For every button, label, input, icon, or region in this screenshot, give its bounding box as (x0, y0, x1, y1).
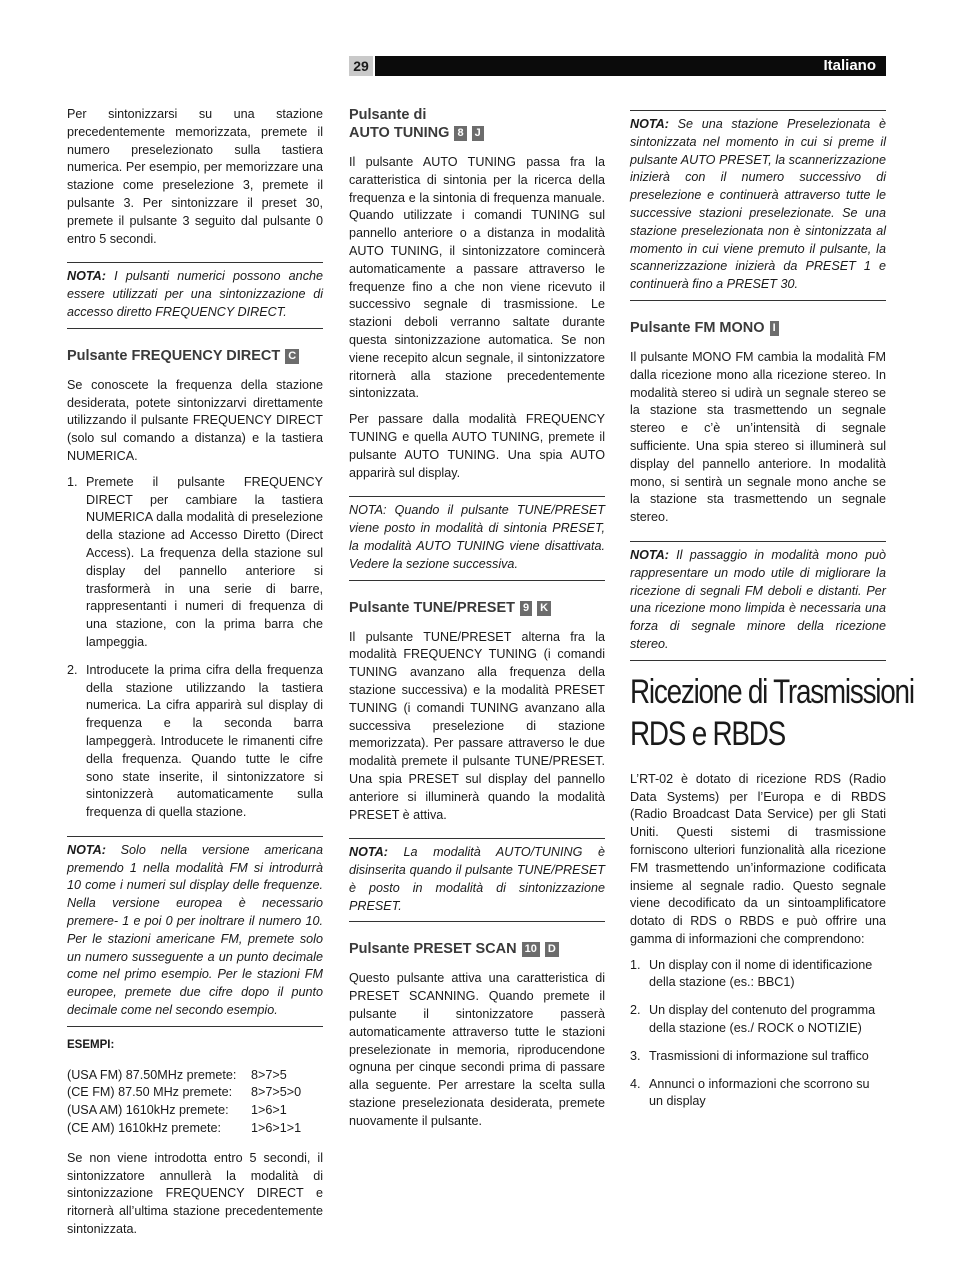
fm-mono-paragraph: Il pulsante MONO FM cambia la modalità FM dalla ricezione mono alla ricezione stereo. In modalità stereo si udirà un segnale stereo se la stazione sta trasmettendo un segnale stereo e c’è un’intensità di segnale sufficiente. Una spia stereo si illuminerà sul display del pannello anteriore. In modalità mono, si sentirà un segnale mono anche se la stazione sta trasmettendo un segnale stereo. (630, 349, 886, 525)
list-number: 2. (630, 1003, 641, 1018)
list-item (630, 1076, 886, 1112)
list-text: Introducete la prima cifra della frequenza della stazione utilizzando la tastiera numerica. La cifra apparirà sul display di frequenza e la seconda barra lampeggerà. Introducete le rimanenti cifre della frequenza. Quando tutte le cifre sono state inserite, il sintonizzatore si sintonizzerà automaticamente sulla frequenza di quella stazione. (86, 662, 323, 820)
page-number: 29 (349, 56, 373, 76)
note-text: NOTA: Quando il pulsante TUNE/PRESET viene posto in modalità di sintonia PRESET, la modalità AUTO TUNING viene disattivata. Vedere la sezione successiva. (349, 503, 605, 571)
note-tune-preset (349, 496, 605, 580)
list-number: 2. (67, 662, 78, 677)
key-badge: D (545, 942, 559, 957)
list-text: Premete il pulsante FREQUENCY DIRECT per cambiare la tastiera NUMERICA dalla modalità di preselezione della stazione ad Accesso Diretto (Direct Access). La frequenza della stazione sul display del pannello anteriore si trasformerà in una serie di barre, rappresentanti i numeri di frequenza di una stazione, con la prima barra che lampeggia. (86, 474, 323, 649)
list-item (630, 1048, 886, 1066)
examples-list (67, 1067, 323, 1138)
language-header: Italiano (375, 56, 886, 76)
heading-line: Pulsante di (349, 107, 427, 123)
example-row (67, 1102, 323, 1120)
column-3 (630, 106, 914, 1121)
note-label: NOTA: (67, 842, 106, 857)
heading-line: AUTO TUNING (349, 125, 450, 141)
example-keys: 8>7>5 (251, 1067, 287, 1082)
note-text: I pulsanti numerici possono anche essere utilizzati per una sintonizzazione di accesso diretto FREQUENCY DIRECT. (67, 269, 323, 319)
key-badge: J (472, 126, 484, 141)
timeout-paragraph: Se non viene introdotta entro 5 secondi, il sintonizzatore annullerà la modalità di sintonizzazione FREQUENCY DIRECT e ritornerà all’ultima stazione precedentemente sintonizzata. (67, 1150, 323, 1237)
list-item (630, 1002, 886, 1038)
auto-tuning-switch-paragraph: Per passare dalla modalità FREQUENCY TUNING e quella AUTO TUNING, premete il pulsante AUTO TUNING. Una spia AUTO apparirà sul display. (349, 412, 605, 480)
section-title-rds (630, 671, 914, 755)
key-badge: C (285, 349, 299, 364)
key-badge: K (537, 601, 551, 616)
note-preset-scan (630, 110, 886, 301)
key-badge: 10 (522, 942, 540, 957)
key-badge: I (770, 321, 779, 336)
frequency-direct-paragraph: Se conoscete la frequenza della stazione desiderata, potete sintonizzarvi direttamente utilizzando il pulsante FREQUENCY DIRECT (solo sul comando a distanza) e la tastiera NUMERICA. (67, 377, 323, 463)
heading-text: Pulsante FM MONO (630, 319, 765, 336)
title-line: RDS e RBDS (630, 714, 786, 753)
preset-scan-paragraph: Questo pulsante attiva una caratteristica di PRESET SCANNING. Quando premete il pulsante il sintonizzatore passerà automaticamente attraverso tutte le stazioni preselezionate in memoria, riproducendone ognuna per cinque secondi prima di passare alla seguente. Per arrestare la scelta sulla stazione preselezionata desiderata, premete nuovamente il pulsante. (349, 971, 605, 1128)
heading-frequency-direct (67, 347, 323, 365)
heading-text: Pulsante PRESET SCAN (349, 941, 517, 958)
list-number: 1. (67, 474, 78, 489)
list-number: 1. (630, 957, 641, 972)
list-text: Un display del contenuto del programma della stazione (es./ ROCK o NOTIZIE) (649, 1003, 876, 1036)
heading-fm-mono (630, 319, 886, 337)
auto-tuning-paragraph: Il pulsante AUTO TUNING passa fra la caratteristica di sintonia per la ricerca della frequenza e la sintonia di frequenza manuale. Quando utilizzate i comandi TUNING sul pannello anteriore o a distanza in modalità AUTO TUNING, il sintonizzatore comincerà automaticamente a passare attraverso le frequenze fino a che non viene ricevuto il successivo segnale di trasmissione. Le stazioni deboli verranno saltate durante questa sintonizzazione automatica. Se non viene recepito alcun segnale, il sintonizzatore ritornerà alla stazione precedentemente sintonizzata. (349, 155, 605, 401)
list-text: Un display con il nome di identificazione della stazione (es.: BBC1) (649, 957, 873, 990)
heading-preset-scan (349, 940, 605, 958)
list-number: 4. (630, 1076, 641, 1091)
rds-features-list (630, 957, 886, 1112)
list-text: Trasmissioni di informazione sul traffico (649, 1048, 869, 1063)
tune-preset-paragraph: Il pulsante TUNE/PRESET alterna fra la modalità FREQUENCY TUNING (i comandi TUNING avanzano alla frequenza della stazione successiva) e la modalità PRESET TUNING (i comandi TUNING avanzano alla successiva preselezione di stazione memorizzata). Per passare attraverso le due modalità premete il pulsante TUNE/PRESET. Una spia PRESET sul display del pannello anteriore si illuminerà quando la modalità PRESET è attiva. (349, 629, 605, 822)
note-text: Se una stazione Preselezionata è sintonizzata nel momento in cui si preme il pulsante AUTO PRESET, la scannerizzazione inizierà con il numero successivo di preselezione e continuerà attraverso tutte le successive stazioni preselezionate. Se una stazione preselezionata non è sintonizzata al momento in cui viene premuto il pulsante, la scannerizzazione inizierà da PRESET 1 e continuerà fino a PRESET 30. (630, 117, 886, 292)
list-text: Annunci o informazioni che scorrono su un display (649, 1076, 870, 1109)
example-keys: 8>7>5>0 (251, 1085, 302, 1100)
note-label: NOTA: (349, 845, 388, 860)
list-item (67, 474, 323, 652)
example-row (67, 1067, 323, 1085)
note-text: La modalità AUTO/TUNING è disinserita quando il pulsante TUNE/PRESET è posto in modalità di sintonizzazione PRESET. (349, 845, 605, 913)
note-text: Solo nella versione americana premendo 1 nella modalità FM si introdurrà 10 come i numeri sul display delle frequenze. Nella versione europea è necessario premere- 1 e poi 0 per inoltrare il numero 10. Per le stazioni americane FM, premete solo un numero susseguente a un punto decimale come nel primo esempio. Per le stazioni FM europee, premete due cifre dopo il punto decimale come nel secondo esempio. (67, 842, 323, 1018)
note-text: Il passaggio in modalità mono può rappresentare un modo utile di migliorare la ricezione di segnali FM deboli e distanti. Per una ricezione mono limpida è necessaria una forza di segnale minore della ricezione stereo. (630, 547, 886, 651)
example-row (67, 1120, 323, 1138)
list-number: 3. (630, 1048, 641, 1063)
rds-paragraph: L’RT-02 è dotato di ricezione RDS (Radio Data Systems) per l’Europa e di RBDS (Radio Broadcast Data Service) per gli Stati Uniti. Questi sistemi di trasmissione forniscono ulteriori funzionalità alla ricezione FM trasmettendo un’informazione codificata insieme al segnale radio. Questo segnale viene decodificato da un sintoamplificatore dotato di RDS o RBDS e può offrire una gamma di informazioni che comprendono: (630, 771, 886, 946)
note-label: NOTA: (630, 547, 669, 562)
note-label: NOTA: (67, 269, 106, 284)
column-1 (67, 106, 323, 1247)
note-mono-weak-signals (630, 541, 886, 661)
key-badge: 8 (454, 126, 466, 141)
heading-auto-tuning (349, 106, 605, 142)
example-label: (USA AM) 1610kHz premete: (67, 1103, 229, 1118)
example-keys: 1>6>1>1 (251, 1121, 302, 1136)
note-american-version (67, 836, 323, 1027)
note-auto-tuning-disabled (349, 838, 605, 922)
key-badge: 9 (520, 601, 532, 616)
example-label: (CE FM) 87.50 MHz premete: (67, 1085, 233, 1100)
examples-title: ESEMPI: (67, 1038, 115, 1051)
example-keys: 1>6>1 (251, 1103, 287, 1118)
example-label: (CE AM) 1610kHz premete: (67, 1121, 221, 1136)
frequency-steps-list (67, 474, 323, 822)
example-label: (USA FM) 87.50MHz premete: (67, 1067, 237, 1082)
column-2 (349, 106, 605, 1139)
note-numeric-buttons (67, 262, 323, 328)
example-row (67, 1084, 323, 1102)
list-item (67, 662, 323, 822)
intro-paragraph: Per sintonizzarsi su una stazione precedentemente memorizzata, premete il numero preselezionato sulla tastiera numerica. Per esempio, per memorizzare una stazione come preselezione 3, premete il pulsante 3. Per sintonizzare il preset 30, premete il pulsante 3 seguito dal pulsante 0 entro 5 secondi. (67, 107, 323, 246)
heading-text: Pulsante FREQUENCY DIRECT (67, 347, 281, 364)
heading-text: Pulsante TUNE/PRESET (349, 599, 515, 616)
list-item (630, 957, 886, 993)
title-line: Ricezione di Trasmissioni (630, 672, 914, 711)
heading-tune-preset (349, 599, 605, 617)
note-label: NOTA: (630, 117, 669, 131)
